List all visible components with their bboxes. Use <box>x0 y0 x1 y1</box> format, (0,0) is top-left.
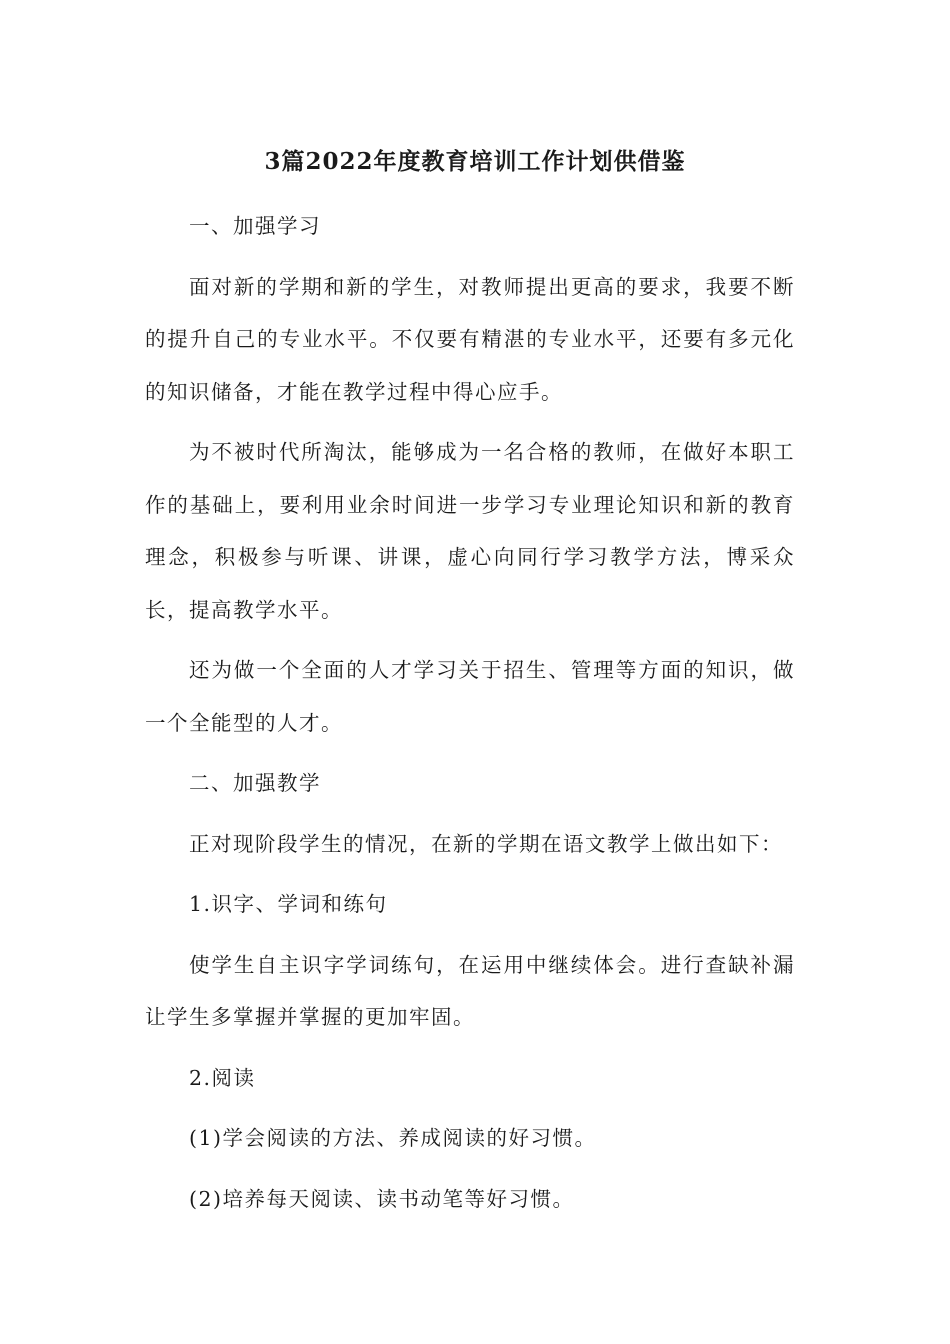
paragraph: 正对现阶段学生的情况，在新的学期在语文教学上做出如下： <box>189 831 783 856</box>
document-title: 3篇2022年度教育培训工作计划供借鉴 <box>264 148 686 175</box>
paragraph: 为不被时代所淘汰，能够成为一名合格的教师，在做好本职工作的基础上，要利用业余时间进一步学习专业理论知识和新的教育理念，积极参与听课、讲课，虚心向同行学习教学方法，博采众长，提高教学水平。 <box>145 440 795 622</box>
document-body <box>145 200 795 1233</box>
section-heading: 二、加强教学 <box>189 771 321 795</box>
subsection-heading: 2.阅读 <box>189 1065 256 1090</box>
paragraph: 还为做一个全面的人才学习关于招生、管理等方面的知识，做一个全能型的人才。 <box>145 658 795 735</box>
paragraph: 面对新的学期和新的学生，对教师提出更高的要求，我要不断的提升自己的专业水平。不仅要有精湛的专业水平，还要有多元化的知识储备，才能在教学过程中得心应手。 <box>145 274 795 404</box>
list-item: (1)学会阅读的方法、养成阅读的好习惯。 <box>189 1126 597 1150</box>
list-item: (2)培养每天阅读、读书动笔等好习惯。 <box>189 1186 575 1211</box>
paragraph: 使学生自主识字学词练句，在运用中继续体会。进行查缺补漏让学生多掌握并掌握的更加牢固。 <box>145 952 795 1029</box>
subsection-heading: 1.识字、学词和练句 <box>189 892 388 916</box>
section-heading: 一、加强学习 <box>189 214 321 238</box>
